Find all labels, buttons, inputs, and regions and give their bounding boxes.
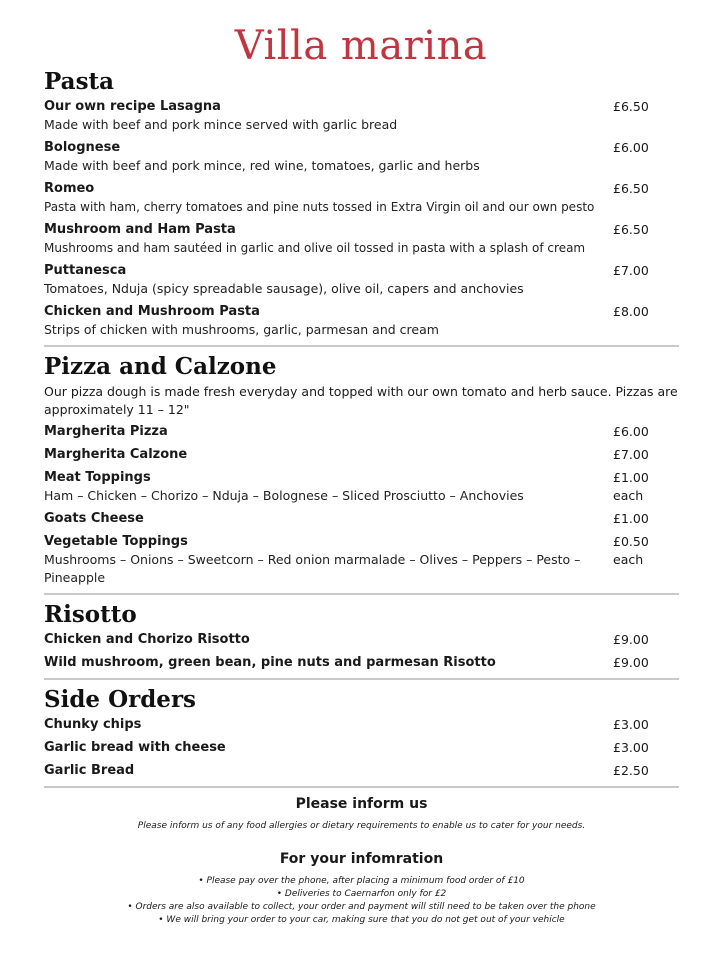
menu-content — [44, 66, 679, 792]
info-bullet: • We will bring your order to your car, making sure that you do not get out of your vehicle — [158, 915, 565, 925]
item-price: £1.00 — [613, 511, 649, 526]
item-description: Ham – Chicken – Chorizo – Nduja – Bolognese – Sliced Prosciutto – Anchovies — [44, 488, 524, 503]
item-description: Strips of chicken with mushrooms, garlic, parmesan and cream — [44, 322, 439, 337]
menu-item — [44, 716, 679, 734]
item-name: Margherita Calzone — [44, 447, 188, 462]
item-price: £2.50 — [613, 763, 649, 778]
section-risotto — [44, 599, 679, 672]
menu-item — [44, 221, 679, 257]
item-description: Made with beef and pork mince, red wine, tomatoes, garlic and herbs — [44, 158, 480, 173]
item-name: Bolognese — [44, 140, 121, 155]
item-price: £3.00 — [613, 717, 649, 732]
menu-item — [44, 469, 679, 505]
item-description: Pasta with ham, cherry tomatoes and pine nuts tossed in Extra Virgin oil and our own pesto — [44, 200, 595, 214]
item-name: Chunky chips — [44, 717, 142, 732]
item-name: Goats Cheese — [44, 511, 144, 526]
item-price: £9.00 — [613, 655, 649, 670]
menu-item — [44, 446, 679, 464]
item-name: Garlic Bread — [44, 763, 135, 778]
info-list — [44, 875, 679, 927]
info-bullet: • Orders are also available to collect, your order and payment will still need to be taken over the phone — [127, 902, 596, 912]
item-price: £0.50 — [613, 534, 649, 549]
item-price: £7.00 — [613, 263, 649, 278]
item-price: £9.00 — [613, 632, 649, 647]
section-title: Risotto — [44, 601, 137, 628]
menu-item — [44, 533, 679, 587]
item-price: £3.00 — [613, 740, 649, 755]
menu-item — [44, 180, 679, 216]
item-description: Tomatoes, Nduja (spicy spreadable sausage), olive oil, capers and anchovies — [44, 281, 524, 296]
item-name: Vegetable Toppings — [44, 534, 188, 549]
section-pasta — [44, 66, 679, 339]
menu-item — [44, 739, 679, 757]
item-name: Chicken and Mushroom Pasta — [44, 304, 260, 319]
item-description: Made with beef and pork mince served with garlic bread — [44, 117, 398, 132]
item-name: Garlic bread with cheese — [44, 740, 226, 755]
item-name: Mushroom and Ham Pasta — [44, 222, 236, 237]
menu-item — [44, 139, 679, 175]
item-name: Chicken and Chorizo Risotto — [44, 632, 250, 647]
menu-item — [44, 762, 679, 780]
item-price-unit: each — [613, 488, 644, 503]
menu-item — [44, 262, 679, 298]
inform-text: Please inform us of any food allergies or dietary requirements to enable us to cater for your needs. — [137, 821, 586, 831]
item-price: £6.00 — [613, 140, 649, 155]
item-name: Romeo — [44, 181, 95, 196]
item-price-unit: each — [613, 552, 644, 567]
item-price: £7.00 — [613, 447, 649, 462]
item-name: Puttanesca — [44, 263, 127, 278]
section-title: Pizza and Calzone — [44, 353, 277, 380]
item-description: Mushrooms and ham sautéed in garlic and olive oil tossed in pasta with a splash of cream — [44, 241, 586, 255]
menu-item — [44, 654, 679, 672]
menu-item — [44, 303, 679, 339]
menu-item — [44, 631, 679, 649]
section-title: Side Orders — [44, 686, 197, 713]
section-divider — [44, 345, 679, 347]
item-price: £6.00 — [613, 424, 649, 439]
item-name: Our own recipe Lasagna — [44, 99, 221, 114]
item-name: Meat Toppings — [44, 470, 151, 485]
item-name: Margherita Pizza — [44, 424, 168, 439]
item-price: £8.00 — [613, 304, 649, 319]
section-divider — [44, 678, 679, 680]
menu-item — [44, 510, 679, 528]
info-bullet: • Deliveries to Caernarfon only for £2 — [276, 889, 447, 899]
item-price: £6.50 — [613, 181, 649, 196]
inform-heading: Please inform us — [295, 796, 428, 812]
item-price: £1.00 — [613, 470, 649, 485]
item-price: £6.50 — [613, 99, 649, 114]
section-intro: Our pizza dough is made fresh everyday and topped with our own tomato and herb sauce. Pizzas are approximately 11 – 12" — [44, 384, 678, 417]
footer — [44, 794, 679, 927]
section-title: Pasta — [44, 68, 115, 95]
section-pizza — [44, 351, 679, 587]
section-divider — [44, 593, 679, 595]
item-name: Wild mushroom, green bean, pine nuts and parmesan Risotto — [44, 655, 496, 670]
item-description: Mushrooms – Onions – Sweetcorn – Red onion marmalade – Olives – Peppers – Pesto – Pineapple — [44, 552, 581, 585]
menu-item — [44, 423, 679, 441]
menu-item — [44, 98, 679, 134]
restaurant-logo: Villa marina — [234, 23, 488, 69]
item-price: £6.50 — [613, 222, 649, 237]
info-heading: For your infomration — [279, 851, 444, 867]
section-side-orders — [44, 684, 679, 780]
info-bullet: • Please pay over the phone, after placing a minimum food order of £10 — [198, 876, 525, 886]
section-divider — [44, 786, 679, 788]
